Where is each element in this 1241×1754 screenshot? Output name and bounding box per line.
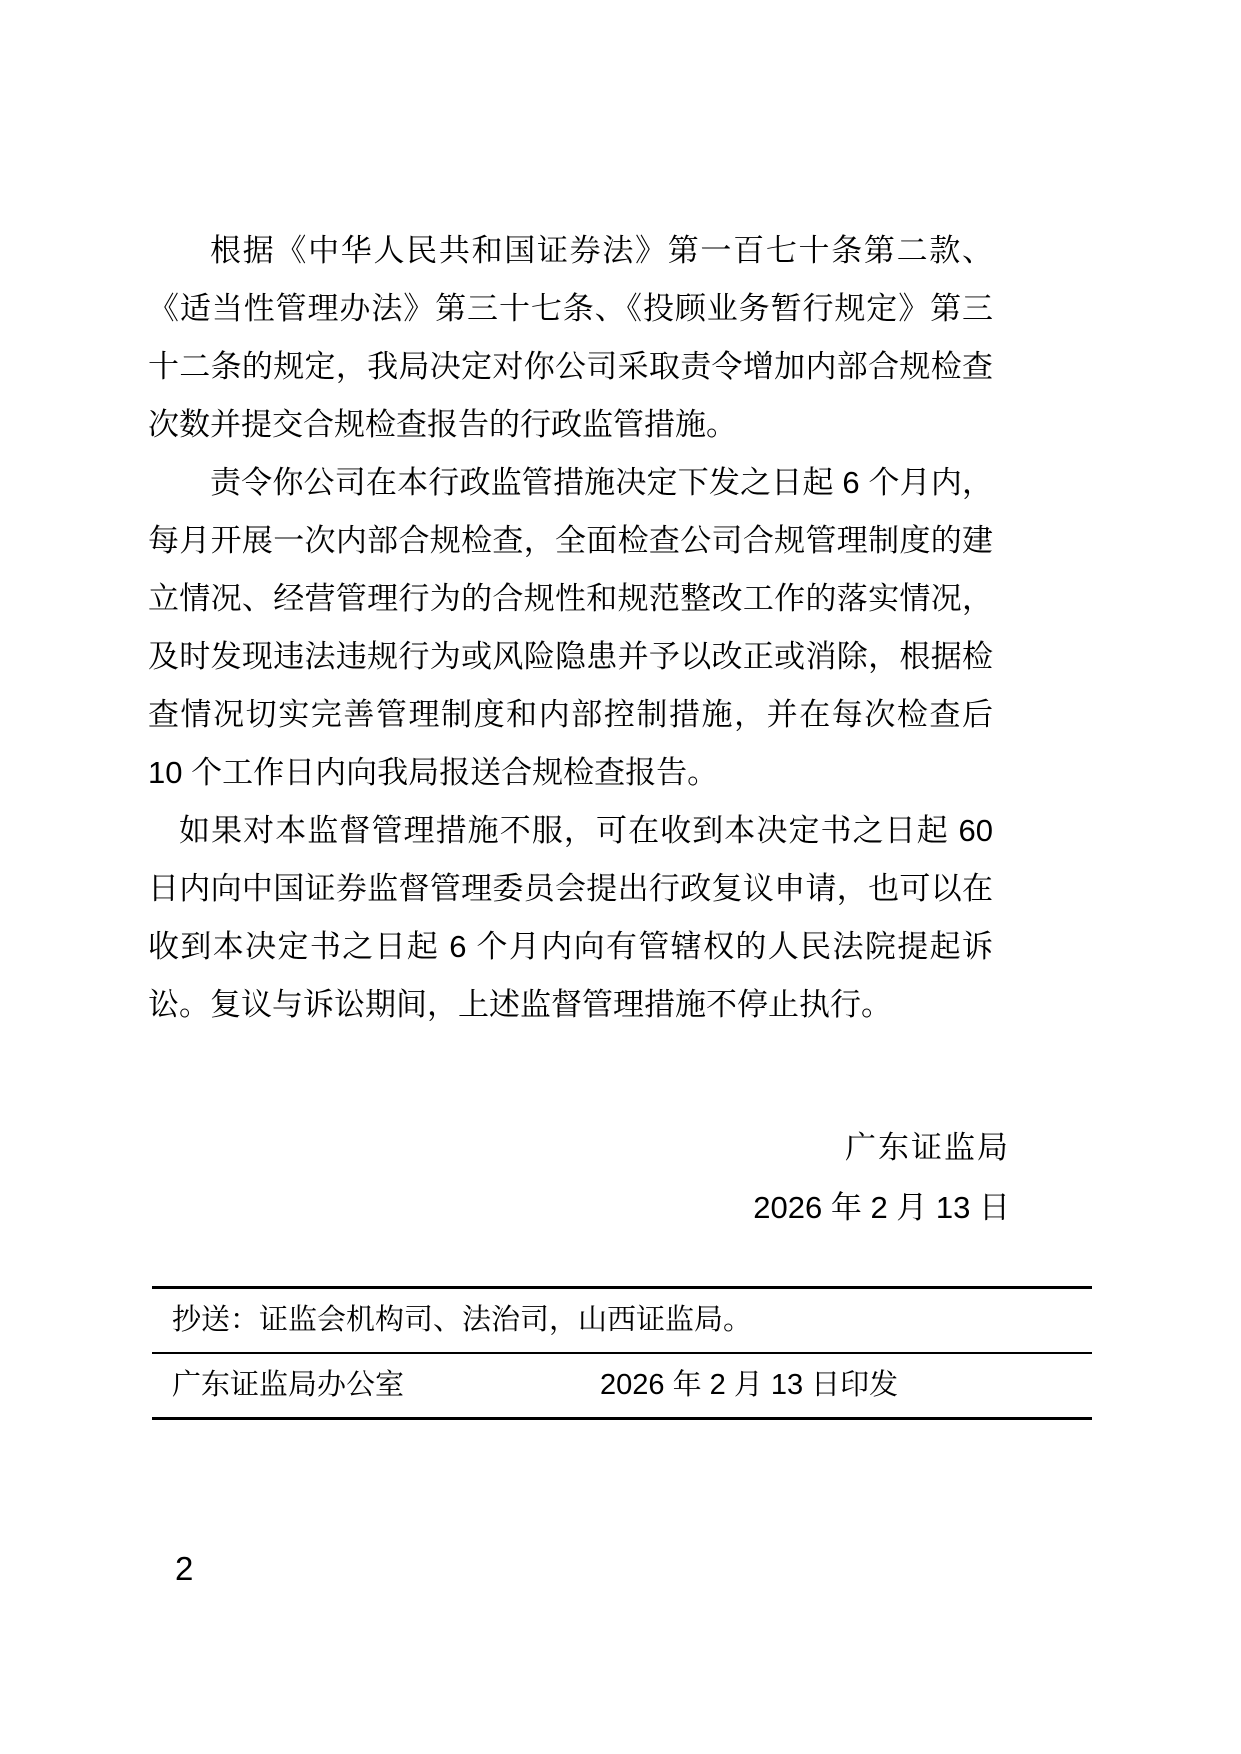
print-date: 2026 年 2 月 13 日印发 <box>600 1369 899 1401</box>
issue-date: 2026 年 2 月 13 日 <box>753 1190 1010 1225</box>
paragraph-legal-basis: 根据《中华人民共和国证券法》第一百七十条第二款、《适当性管理办法》第三十七条、《投顾业务暂行规定》第三十二条的规定，我局决定对你公司采取责令增加内部合规检查次数并提交合规检查报告的行政监管措施。 <box>148 233 993 442</box>
cc-line: 抄送：证监会机构司、法治司，山西证监局。 <box>172 1304 753 1336</box>
footer-block <box>152 1286 1092 1420</box>
paragraph-measure-requirements: 责令你公司在本行政监管措施决定下发之日起 6 个月内，每月开展一次内部合规检查，全面检查公司合规管理制度的建立情况、经营管理行为的合规性和规范整改工作的落实情况，及时发现违法违规行为或风险隐患并予以改正或消除，根据检查情况切实完善管理制度和内部控制措施，并在每次检查后 10 个工作日内向我局报送合规检查报告。 <box>148 465 993 790</box>
footer-bottom-rule <box>152 1417 1092 1420</box>
issuer-name: 广东证监局 <box>845 1130 1010 1165</box>
signature-block <box>148 1118 1010 1238</box>
issue-line <box>152 1354 1092 1417</box>
issuing-office: 广东证监局办公室 <box>172 1369 405 1401</box>
page-number: 2 <box>175 1550 194 1587</box>
document-body <box>148 222 993 1034</box>
paragraph-appeal-rights: 如果对本监督管理措施不服，可在收到本决定书之日起 60 日内向中国证券监督管理委员会提出行政复议申请，也可以在收到本决定书之日起 6 个月内向有管辖权的人民法院提起诉讼。复议与诉讼期间，上述监督管理措施不停止执行。 <box>148 813 993 1022</box>
